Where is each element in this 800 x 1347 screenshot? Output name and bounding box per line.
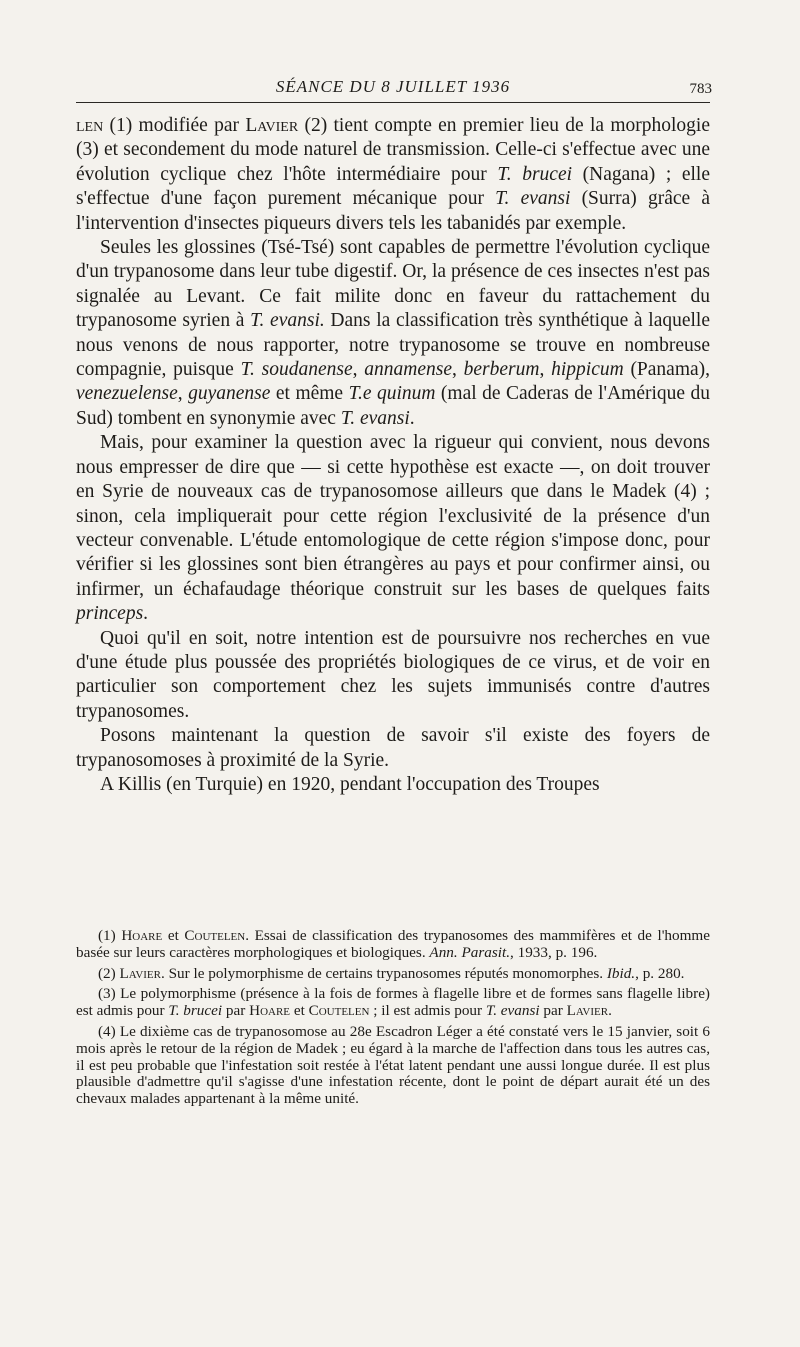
footnotes <box>76 928 710 1112</box>
paragraph-2 <box>76 236 710 431</box>
author-name: Lavier <box>566 1002 609 1020</box>
footnote-1 <box>76 928 710 962</box>
paragraph-3 <box>76 431 710 626</box>
text-run: (Nagana) ; elle s'effectue d'une façon purement mécanique pour <box>76 163 710 210</box>
species-name: T. evansi <box>340 407 410 429</box>
author-name: Hoare <box>121 927 163 944</box>
footnote-3 <box>76 986 710 1020</box>
text-run: (Panama), <box>623 359 711 381</box>
text-run: Dans la classification très synthétique à laquelle nous venons de nous rapporter, notre trypanosome se trouve en nombreuse compagnie, puisque <box>76 310 710 381</box>
main-text <box>76 114 710 797</box>
text-run: . Sur le polymorphisme de certains trypanosomes réputés monomorphes. <box>160 964 607 982</box>
text-run: (3) Le polymorphisme (présence à la fois de formes à flagelle libre et de formes sans flagelle libre) est admis pour <box>76 985 710 1020</box>
latin-term: princeps <box>76 603 144 625</box>
footnote-4: (4) Le dixième cas de trypanosomose au 28e Escadron Léger a été constaté vers le 15 janvier, soit 6 mois après le retour de la région de Madek ; eu égard à la marche de l'affection dans tous les autres cas, il est peu probable que l'infestation soit restée à l'état latent pendant une aussi longue durée. Il est plus plausible d'admettre qu'il s'agisse d'une infestation récente, dont le point de départ aurait été un des chevaux malades appartenant à la même unité. <box>76 1022 710 1108</box>
running-title: SÉANCE DU 8 JUILLET 1936 <box>275 77 511 96</box>
text-run: . <box>409 407 415 429</box>
species-name: T. soudanense <box>240 359 353 381</box>
paragraph-1 <box>76 114 710 236</box>
text-run: , <box>177 383 189 405</box>
species-name: T. brucei <box>168 1002 223 1020</box>
journal-name: Ann. Parasit. <box>429 943 511 961</box>
text-run: (2) tient compte en premier lieu de la morphologie (3) et secondement du mode naturel de transmission. Celle-ci s'effectue avec une évolution cyclique chez l'hôte intermédiaire pour <box>76 115 710 185</box>
text-run: , <box>352 359 365 381</box>
text-run: et même <box>270 383 349 405</box>
text-run: Mais, pour examiner la question avec la rigueur qui convient, nous devons nous empresser de dire que — si cette hypothèse est exacte —, on doit trouver en Syrie de nouveaux cas de trypanosomose ailleurs que dans le Madek (4) ; sinon, cela impliquerait pour cette région l'exclusivité de la présence d'un vecteur convenable. L'étude entomologique de cette région s'impose donc, pour vérifier si les glossines sont bien étrangères au pays et pour confirmer ainsi, ou infirmer, un échafaudage théorique construit sur les bases de quelques faits <box>76 432 710 600</box>
species-name: venezuelense <box>76 383 178 405</box>
text-run: et <box>162 927 185 944</box>
species-name: T. brucei <box>497 163 573 185</box>
text-run: par <box>539 1002 567 1020</box>
species-name: T. evansi <box>495 188 571 210</box>
paragraph-5: Posons maintenant la question de savoir s'il existe des foyers de trypanosomoses à proximité de la Syrie. <box>76 725 710 771</box>
species-name: T. evansi. <box>250 310 325 332</box>
author-name: Hoare <box>249 1002 291 1020</box>
text-run: , 1933, p. 196. <box>510 943 598 961</box>
text-run: . <box>608 1002 612 1020</box>
text-run: , <box>452 359 464 381</box>
footnote-2 <box>76 966 710 983</box>
paragraph-4: Quoi qu'il en soit, notre intention est de poursuivre nos recherches en vue d'une étude plus poussée des propriétés biologiques de ce virus, et de voir en particulier son comportement chez les sujets immunisés contre d'autres trypanosomes. <box>76 627 710 722</box>
species-name: T. evansi <box>485 1002 540 1020</box>
page-number: 783 <box>689 81 712 97</box>
text-run: par <box>222 1002 250 1020</box>
author-name: Coutelen <box>308 1002 370 1020</box>
running-header <box>76 74 710 103</box>
text-run: (mal de Caderas de l'Amérique du Sud) tombent en synonymie avec <box>76 383 711 429</box>
author-name: Lavier <box>119 964 161 982</box>
text-run: ; il est admis pour <box>369 1002 486 1020</box>
text-run: (1) modifiée par <box>103 115 246 136</box>
journal-name: Ibid. <box>606 964 636 982</box>
paragraph-6: A Killis (en Turquie) en 1920, pendant l'occupation des Troupes <box>100 773 600 795</box>
text-run: (Surra) grâce à l'intervention d'insectes piqueurs divers tels les tabanidés par exemple. <box>76 188 710 234</box>
species-name: T.e quinum <box>348 383 436 405</box>
species-name: hippicum <box>551 359 624 381</box>
text-run: et <box>290 1002 309 1020</box>
species-name: guyanense <box>188 383 271 405</box>
text-run: , <box>539 359 552 381</box>
text-run: , p. 280. <box>635 964 685 982</box>
text-run: . <box>143 603 149 625</box>
author-name: Lavier <box>245 115 299 136</box>
text-run: Seules les glossines (Tsé-Tsé) sont capables de permettre l'évolution cyclique d'un trypanosome dans leur tube digestif. Or, la présence de ces insectes n'est pas signalée au Levant. Ce fait milite donc en faveur du rattachement du trypanosome syrien à <box>76 237 710 332</box>
text-run: (2) <box>98 964 120 982</box>
species-name: berberum <box>463 359 540 381</box>
text-run: (1) <box>98 927 122 944</box>
text-run: . Essai de classification des trypanosomes des mammifères et de l'homme basée sur leurs caractères morphologiques et biologiques. <box>76 927 710 961</box>
species-name: annamense <box>364 359 452 381</box>
author-name: Coutelen <box>184 927 246 944</box>
author-name: len <box>76 115 104 136</box>
